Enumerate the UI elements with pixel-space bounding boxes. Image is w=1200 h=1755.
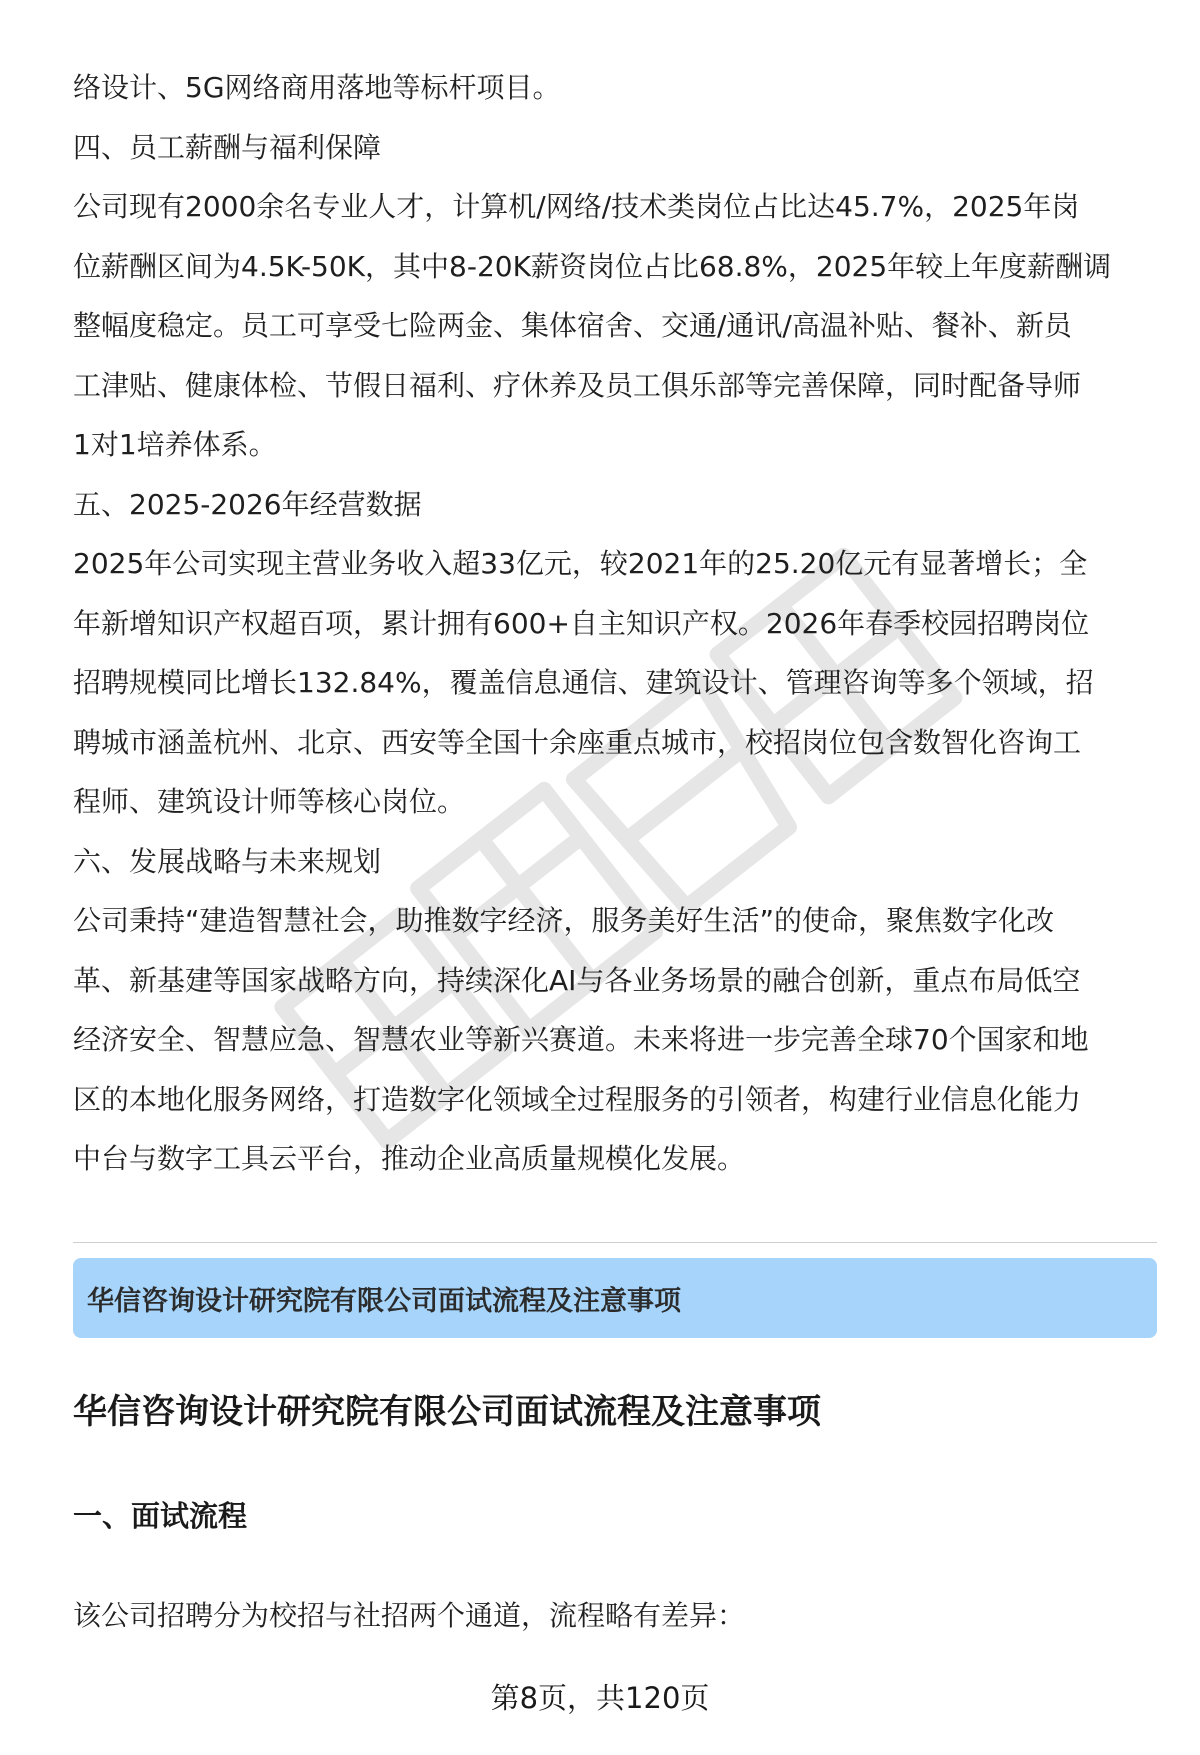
body-line: 革、新基建等国家战略方向，持续深化AI与各业务场景的融合创新，重点布局低空 — [73, 963, 1081, 997]
body-line: 公司秉持“建造智慧社会，助推数字经济，服务美好生活”的使命，聚焦数字化改 — [73, 904, 1055, 937]
body-line: 聘城市涵盖杭州、北京、西安等全国十余座重点城市，校招岗位包含数智化咨询工 — [73, 725, 1082, 759]
banner-title: 华信咨询设计研究院有限公司面试流程及注意事项 — [87, 1285, 681, 1317]
section-heading-5: 五、2025-2026年经营数据 — [73, 487, 422, 521]
document-body — [73, 58, 1159, 1189]
page-number: 第8页，共120页 — [490, 1681, 710, 1715]
body-line: 整幅度稳定。员工可享受七险两金、集体宿舍、交通/通讯/高温补贴、餐补、新员 — [73, 309, 1072, 342]
body-line: 1对1培养体系。 — [73, 428, 277, 461]
body-line: 络设计、5G网络商用落地等标杆项目。 — [73, 71, 561, 104]
section-heading-4: 四、员工薪酬与福利保障 — [73, 130, 382, 164]
body-line: 公司现有2000余名专业人才，计算机/网络/技术类岗位占比达45.7%，2025年岗 — [73, 190, 1080, 223]
body-line: 程师、建筑设计师等核心岗位。 — [73, 785, 466, 818]
body-line: 位薪酬区间为4.5K-50K，其中8-20K薪资岗位占比68.8%，2025年较上年度薪酬调 — [73, 249, 1112, 283]
body-line: 经济安全、智慧应急、智慧农业等新兴赛道。未来将进一步完善全球70个国家和地 — [73, 1023, 1089, 1056]
body-line: 年新增知识产权超百项，累计拥有600+自主知识产权。2026年春季校园招聘岗位 — [73, 606, 1090, 640]
body-line: 工津贴、健康体检、节假日福利、疗休养及员工俱乐部等完善保障，同时配备导师 — [73, 368, 1082, 402]
section-divider — [73, 1242, 1157, 1243]
intro-paragraph: 该公司招聘分为校招与社招两个通道，流程略有差异： — [73, 1599, 746, 1632]
body-line: 区的本地化服务网络，打造数字化领域全过程服务的引领者，构建行业信息化能力 — [73, 1082, 1082, 1116]
title-banner — [73, 1258, 1157, 1338]
body-line: 2025年公司实现主营业务收入超33亿元，较2021年的25.20亿元有显著增长；全 — [73, 547, 1088, 580]
section-heading-6: 六、发展战略与未来规划 — [73, 844, 382, 878]
body-line: 招聘规模同比增长132.84%，覆盖信息通信、建筑设计、管理咨询等多个领域，招 — [73, 666, 1094, 699]
body-line: 中台与数字工具云平台，推动企业高质量规模化发展。 — [73, 1142, 746, 1175]
document-title: 华信咨询设计研究院有限公司面试流程及注意事项 — [73, 1392, 821, 1432]
section-heading: 一、面试流程 — [73, 1499, 248, 1533]
